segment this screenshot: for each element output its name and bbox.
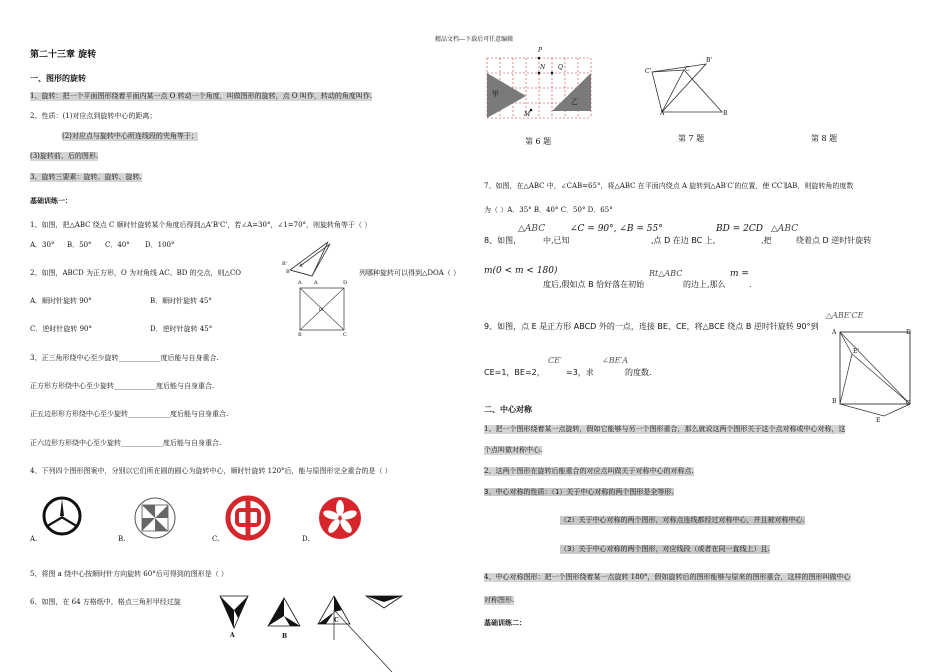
question-8a: 8、如图， [484, 236, 522, 245]
q4-option-d: D. [302, 535, 310, 543]
question-8e: 绕着点 D 逆时针旋转 [796, 236, 872, 245]
q2-label-o: O [319, 307, 324, 313]
q5-label-c: C [334, 617, 339, 624]
central-sym-property-1: 3、中心对称的性质：（1）关于中心对称的两个图形是全等形. [484, 488, 674, 496]
practice2-title: 基础训练二： [484, 618, 526, 627]
chapter-title: 第二十三章 旋转 [30, 50, 97, 60]
fig7-label-cprime: C' [645, 68, 652, 75]
fig7-label-bprime: B' [706, 57, 713, 64]
question-9d: 的度数. [625, 368, 652, 377]
central-sym-points: 2、这两个图形在旋转后能重合的对应点叫做关于对称中心的对称点. [484, 467, 694, 475]
question-9a: 9、如图，点 E 是正方形 ABCD 外的一点，连接 BE、CE，将△BCE 绕点 B 逆时针旋转 90°到 [484, 322, 819, 331]
fig7-label-a: A [660, 110, 665, 117]
question-2b: 列哪种旋转可以得到△DOA（ ） [359, 269, 461, 277]
fig6-label-m: M [524, 111, 531, 118]
question-7b: 为（ ）A．35° B．40° C．50° D．65° [484, 206, 613, 214]
q3-line-2: 正方形方形绕中心至少旋转____________度后能与自身重合. [30, 382, 215, 390]
q9-math-abe: △ABE′CE [826, 311, 864, 320]
question-8f: 度后,假如点 B 恰好落在初始 [543, 280, 645, 289]
q9-square-figure [838, 330, 914, 420]
question-9c: =3，求 [566, 368, 594, 377]
question-5: 5、将图 a 绕中心按顺时针方向旋转 60°后可得到的图形是（ ） [30, 570, 228, 578]
q1-option-d: D．100° [145, 241, 175, 249]
q1-label-b: B [286, 269, 290, 275]
q1-triangle-figure [280, 238, 340, 288]
property-3: (3)旋转前、后的图形. [30, 152, 99, 160]
q8-math-abc2: △ABC [771, 224, 799, 234]
q5-label-b: B [282, 633, 288, 640]
fig8-caption: 第 8 题 [811, 134, 838, 143]
q6-construction-line [330, 610, 400, 672]
central-sym-figure-def-2: 对称图形. [484, 596, 515, 604]
pinwheel-logo-icon [134, 497, 176, 539]
fig7-caption: 第 7 题 [678, 134, 705, 143]
q4-option-b: B. [118, 535, 126, 543]
q5-label-a: A [230, 632, 235, 639]
rotation-elements: 3、旋转三要素：旋转、旋转、旋转. [30, 173, 142, 181]
q4-option-c: C. [212, 535, 220, 543]
q2-option-c: C．逆时针旋转 90° [30, 325, 92, 333]
q3-line-3: 正五边形形方形绕中心至少旋转____________度后能与自身重合. [30, 410, 229, 418]
property-1: 2、性质：(1)对应点到旋转中心的距离； [30, 112, 157, 120]
q9-label-d: D [906, 329, 911, 336]
fig6-label-n: N [540, 64, 546, 71]
fig7-triangle-figure [650, 60, 730, 116]
q1-label-aprime: A' [299, 263, 304, 269]
q1-option-b: B．50° [67, 241, 92, 249]
central-sym-property-2: （2）关于中心对称的两个图形，对称点连线都经过对称中心，并且被对称中心. [560, 516, 805, 524]
q1-option-a: A．30° [30, 241, 55, 249]
question-2a: 2、如图，ABCD 为正方形，O 为对角线 AC、BD 的交点，则△CO [30, 269, 242, 277]
question-8b: 中,已知 [543, 236, 570, 245]
section2-title: 二、中心对称 [484, 404, 532, 414]
central-sym-def-1: 1、把一个图形绕着某一点旋转，假如它能够与另一个图形重合，那么就说这两个图形关于这个点对称或中心对称，这 [484, 425, 846, 433]
fig6-label-p: P [538, 47, 543, 54]
bank-of-china-logo-icon [226, 496, 270, 540]
q1-option-c: C．40° [105, 241, 130, 249]
q9-math-angle: ∠BE′A [602, 356, 629, 365]
fig6-label-q: Q [558, 64, 563, 71]
page-header: 精品文档---下载后可任意编辑 [435, 36, 514, 43]
q2-option-d: D．逆时针旋转 45° [150, 325, 213, 333]
q8-math-rt-abc: Rt△ABC [649, 269, 683, 278]
q9-math-ce: CE′ [548, 356, 562, 365]
q8-math-angles: ∠C = 90°, ∠B = 55° [570, 224, 663, 234]
q4-option-a: A. [30, 535, 38, 543]
question-1: 1、如图，把△ABC 绕点 C 顺时针旋转某个角度后得到△A'B'C'，若∠A=30°，∠1=70°，则旋转角等于（ ） [30, 221, 372, 229]
q5-option-a-shape [218, 594, 250, 630]
q9-label-e: E [876, 417, 881, 424]
fig6-label-yi: 乙 [571, 98, 578, 106]
central-sym-figure-def-1: 4、中心对称图形：把一个图形绕着某一点旋转 180°，假如旋转后的图形能够与原来的图形重合，这样的图形叫做中心 [484, 573, 851, 581]
q2-option-a: A．顺时针旋转 90° [30, 297, 92, 305]
question-8h: . [749, 280, 752, 289]
q2-option-b: B．顺时针旋转 45° [150, 297, 212, 305]
question-8g: 的边上,那么 [683, 280, 726, 289]
q3-line-4: 正六边形方形绕中心至少旋转____________度后能与自身重合. [30, 439, 222, 447]
q5-option-b-shape [266, 596, 302, 628]
fig6-caption: 第 6 题 [525, 137, 552, 146]
question-7a: 7、如图，在△ABC 中，∠CAB=65°，将△ABC 在平面内绕点 A 旋转到△AB′C′的位置，使 CC′∥AB，则旋转角的度数 [484, 182, 854, 190]
q2-label-d: D [343, 280, 348, 286]
q8-math-bd: BD = 2CD [716, 224, 763, 234]
question-8d: ,把 [761, 236, 772, 245]
q1-label-bprime: B' [282, 261, 288, 267]
fig6-label-jia: 甲 [492, 90, 499, 98]
question-8c: ,点 D 在边 BC 上, [651, 236, 716, 245]
fig7-label-b: B [723, 110, 728, 117]
def-rotation: 1、旋转：把一个平面图形绕着平面内某一点 O 转动一个角度，叫做图形的旋转，点 O 叫作，转动的角度叫作. [30, 92, 373, 100]
q9-label-b: B [832, 398, 837, 405]
q1-label-a: A [314, 280, 318, 286]
mercedes-logo-icon [42, 496, 82, 536]
property-2: (2)对应点与旋转中心所连线段的夹角等于； [62, 132, 198, 140]
section1-title: 一、图形的旋转 [30, 73, 86, 83]
q9-label-eprime: E' [853, 348, 860, 355]
q3-line-1: 3、正三角形绕中心至少旋转____________度后能与自身重合. [30, 354, 219, 362]
q2-label-b: B [298, 332, 302, 338]
bauhinia-logo-icon [318, 496, 362, 540]
q8-math-m-range: m(0 < m < 180) [484, 266, 558, 276]
q9-label-c: C [906, 400, 911, 407]
q9-label-a: A [832, 329, 837, 336]
central-sym-def-2: 个点叫做对称中心. [484, 446, 543, 454]
q2-label-a: A [298, 280, 302, 286]
q8-math-m-eq: m = [730, 269, 749, 279]
q2-label-c: C [343, 332, 347, 338]
central-sym-property-3: （3）关于中心对称的两个图形，对应线段（或者在同一直线上）且. [560, 545, 770, 553]
question-6: 6、如图，在 64 方格纸中，格点三角形甲经过旋 [30, 598, 181, 606]
practice1-title: 基础训练一： [30, 196, 72, 205]
question-9b: CE=1，BE=2， [484, 368, 545, 377]
question-4: 4、下列四个图形图案中，分别以它们所在圆的圆心为旋转中心，顺时针旋转 120°后，能与原图形完全重合的是（ ） [30, 467, 392, 475]
q8-math-abc: △ABC [518, 224, 546, 234]
fig7-label-c: C [685, 66, 690, 73]
